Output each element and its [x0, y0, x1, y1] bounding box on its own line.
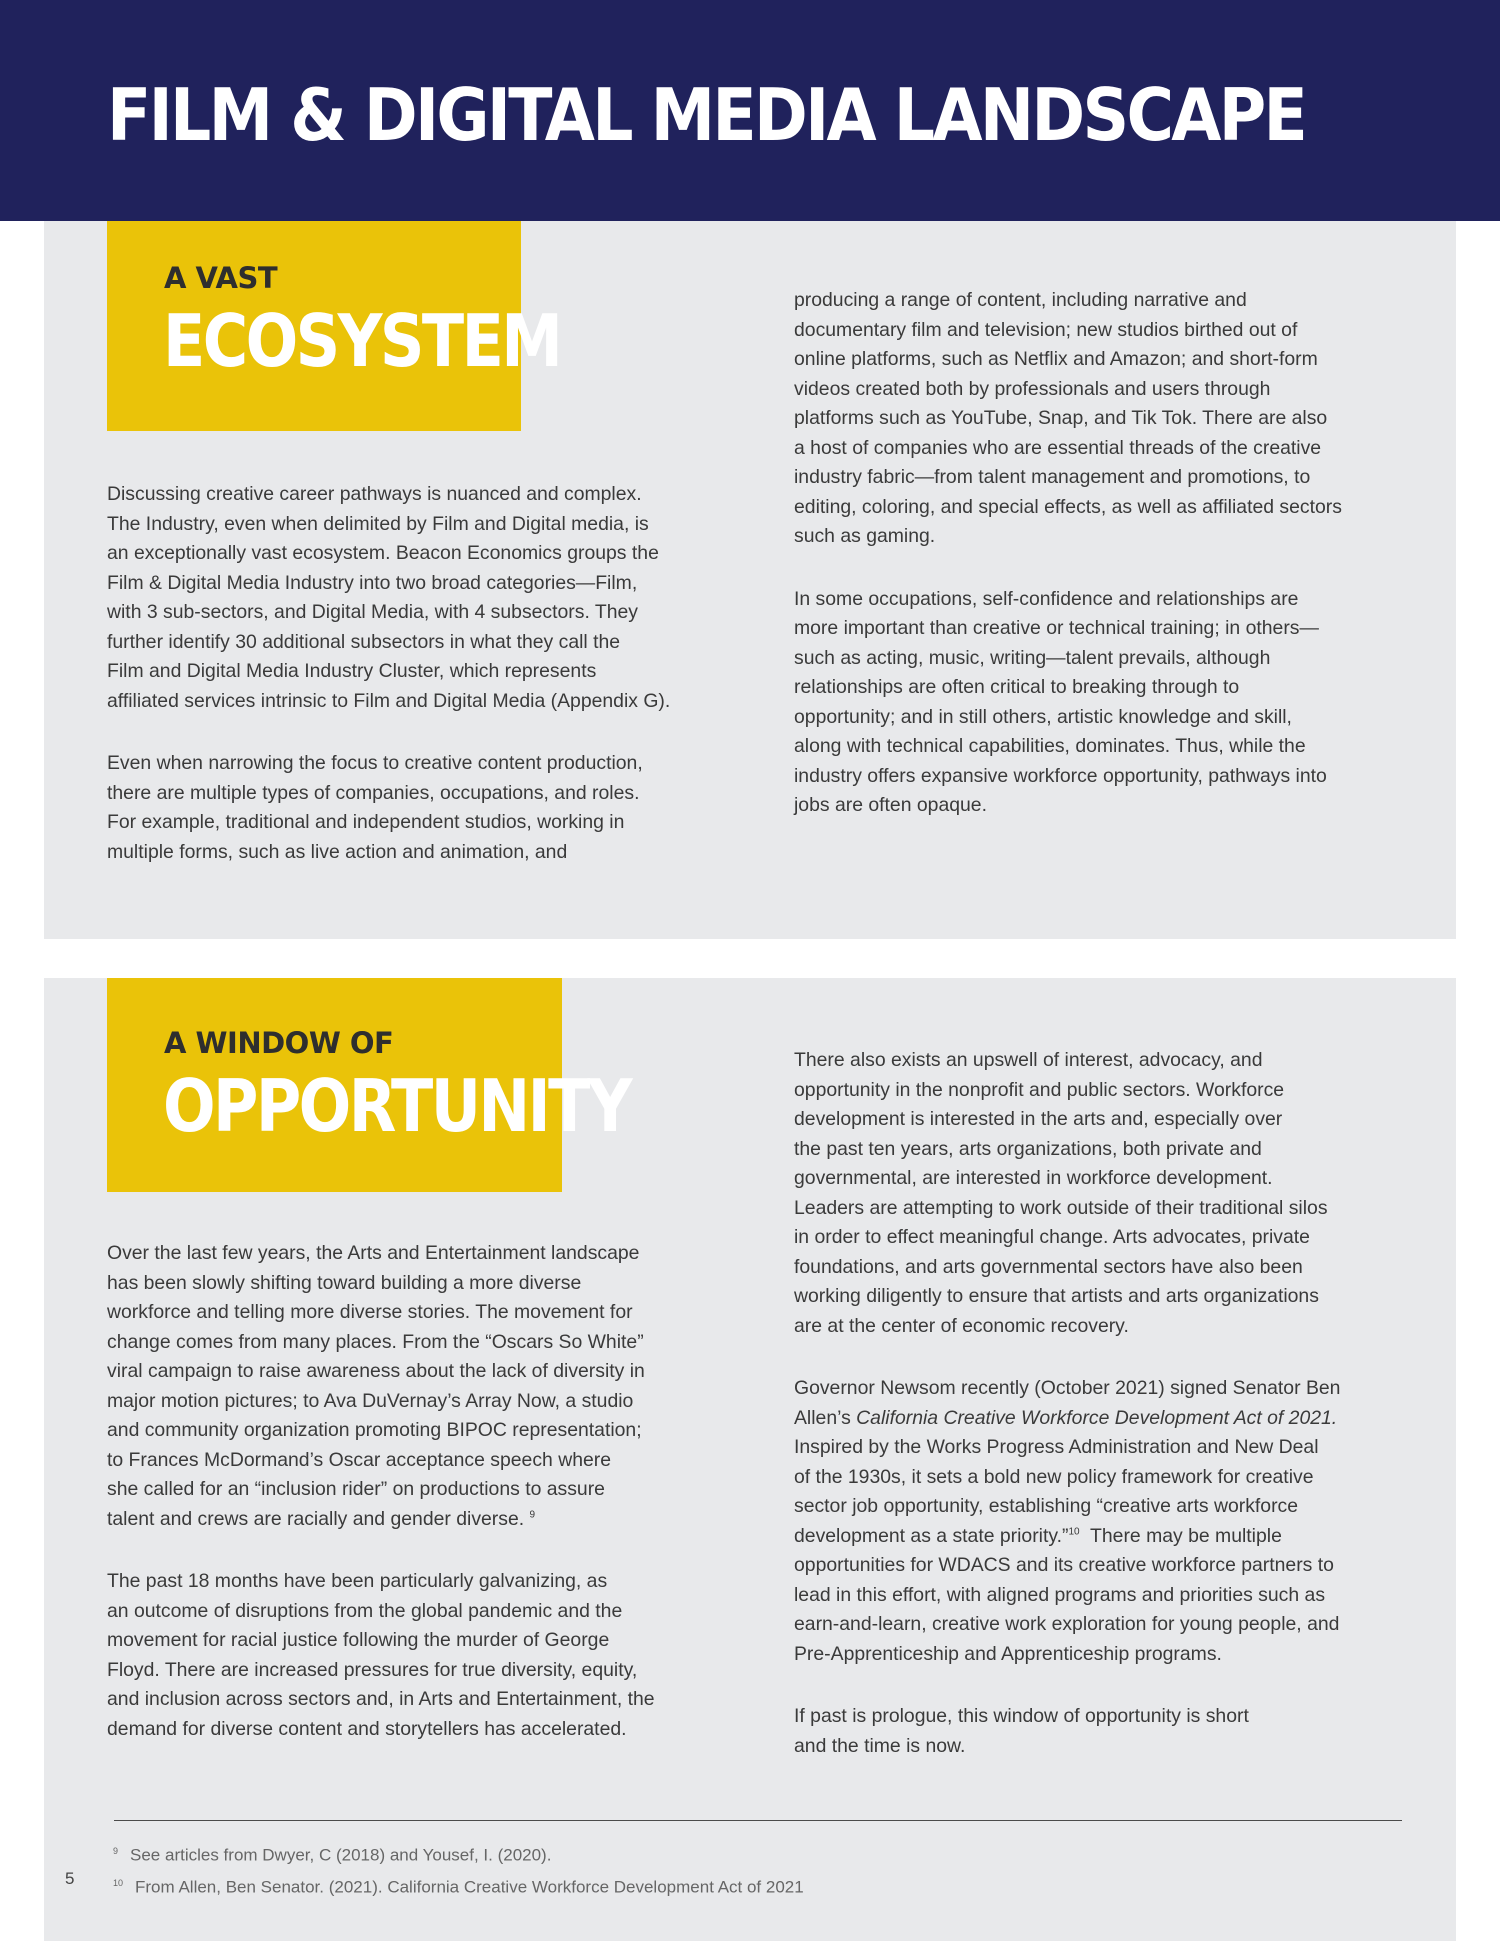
text-line: Governor Newsom recently (October 2021) signed Senator Ben	[794, 1377, 1341, 1399]
text-line: industry offers expansive workforce opportunity, pathways into	[794, 764, 1327, 787]
text-line: more important than creative or technical training; in others—	[794, 617, 1319, 639]
opportunity-paragraph-5	[794, 1702, 1340, 1761]
text-segment: talent and crews are racially and gender diverse.	[107, 1507, 530, 1530]
text-line: If past is prologue, this window of opportunity is short	[794, 1705, 1249, 1727]
text-line: affiliated services intrinsic to Film and Digital Media (Appendix G).	[107, 689, 671, 712]
text-line: Pre-Apprenticeship and Apprenticeship programs.	[794, 1642, 1222, 1665]
text-line: relationships are often critical to breaking through to	[794, 676, 1240, 698]
text-segment: development as a state priority.”	[794, 1524, 1069, 1547]
text-line: industry fabric—from talent management and promotions, to	[794, 466, 1311, 488]
ecosystem-right-column	[794, 286, 1342, 854]
text-line: opportunity; and in still others, artistic knowledge and skill,	[794, 705, 1292, 728]
ecosystem-paragraph-2	[107, 749, 670, 867]
text-line: earn-and-learn, creative work exploration for young people, and	[794, 1613, 1340, 1635]
text-line: sector job opportunity, establishing “creative arts workforce	[794, 1495, 1299, 1517]
footnote-number: 9	[113, 1846, 119, 1856]
text-line: The past 18 months have been particularly galvanizing, as	[107, 1570, 608, 1592]
footnote-10	[113, 1872, 804, 1899]
footnote-text: See articles from Dwyer, C (2018) and Yousef, I. (2020).	[130, 1845, 552, 1865]
text-line: Film and Digital Media Industry Cluster, which represents	[107, 660, 597, 682]
text-line	[107, 1505, 655, 1535]
text-line: are at the center of economic recovery.	[794, 1314, 1129, 1337]
opportunity-heading: OPPORTUNITY	[163, 1064, 631, 1148]
text-segment: Allen’s	[794, 1406, 857, 1429]
text-line: opportunity in the nonprofit and public sectors. Workforce	[794, 1078, 1285, 1101]
text-line: documentary film and television; new studios birthed out of	[794, 318, 1298, 341]
text-line: further identify 30 additional subsectors in what they call the	[107, 630, 621, 653]
text-line: she called for an “inclusion rider” on productions to assure	[107, 1478, 605, 1500]
page-header	[0, 0, 1500, 221]
text-line: Inspired by the Works Progress Administration and New Deal	[794, 1436, 1319, 1458]
text-line: Even when narrowing the focus to creative content production,	[107, 752, 643, 774]
text-line	[794, 1522, 1340, 1552]
text-line: major motion pictures; to Ava DuVernay’s Array Now, a studio	[107, 1389, 634, 1412]
page-number: 5	[65, 1869, 75, 1888]
text-line: demand for diverse content and storytellers has accelerated.	[107, 1717, 627, 1740]
ecosystem-left-column	[107, 480, 670, 900]
text-line: governmental, are interested in workforce development.	[794, 1167, 1273, 1189]
text-line: and the time is now.	[794, 1734, 966, 1757]
footnote-9	[113, 1840, 551, 1867]
ecosystem-paragraph-4	[794, 585, 1342, 821]
opportunity-paragraph-2	[107, 1567, 655, 1744]
text-line: there are multiple types of companies, occupations, and roles.	[107, 781, 640, 804]
opportunity-paragraph-4	[794, 1374, 1340, 1669]
text-line: viral campaign to raise awareness about the lack of diversity in	[107, 1360, 645, 1382]
text-line: opportunities for WDACS and its creative workforce partners to	[794, 1554, 1334, 1576]
text-line: and inclusion across sectors and, in Arts and Entertainment, the	[107, 1688, 655, 1710]
text-line: with 3 sub-sectors, and Digital Media, with 4 subsectors. They	[107, 601, 638, 623]
text-line: Floyd. There are increased pressures for true diversity, equity,	[107, 1658, 638, 1681]
text-line: development is interested in the arts and, especially over	[794, 1108, 1283, 1130]
act-title: California Creative Workforce Development Act of 2021.	[856, 1406, 1338, 1429]
text-line: such as gaming.	[794, 525, 936, 547]
ecosystem-kicker: A VAST	[164, 261, 278, 295]
text-line: For example, traditional and independent studios, working in	[107, 811, 625, 833]
text-line: in order to effect meaningful change. Arts advocates, private	[794, 1226, 1310, 1248]
text-line: videos created both by professionals and users through	[794, 377, 1271, 400]
text-line: Leaders are attempting to work outside of their traditional silos	[794, 1196, 1328, 1219]
text-line: the past ten years, arts organizations, both private and	[794, 1137, 1262, 1160]
footnote-divider	[114, 1820, 1402, 1821]
text-line: has been slowly shifting toward building a more diverse	[107, 1271, 582, 1294]
opportunity-right-column	[794, 1046, 1340, 1794]
text-line: jobs are often opaque.	[794, 794, 987, 816]
ecosystem-heading-block	[107, 221, 561, 431]
text-line: an outcome of disruptions from the global pandemic and the	[107, 1599, 623, 1622]
text-line: multiple forms, such as live action and animation, and	[107, 840, 568, 863]
text-line: Over the last few years, the Arts and Entertainment landscape	[107, 1242, 640, 1264]
text-line: change comes from many places. From the “Oscars So White”	[107, 1330, 644, 1353]
page-title: FILM & DIGITAL MEDIA LANDSCAPE	[107, 73, 1306, 157]
text-line: In some occupations, self-confidence and relationships are	[794, 587, 1299, 610]
text-line: The Industry, even when delimited by Film and Digital media, is	[107, 512, 649, 535]
text-line: editing, coloring, and special effects, as well as affiliated sectors	[794, 495, 1342, 518]
text-line: an exceptionally vast ecosystem. Beacon Economics groups the	[107, 542, 659, 564]
text-segment: There may be multiple	[1079, 1524, 1282, 1547]
footnote-text: From Allen, Ben Senator. (2021). California Creative Workforce Development Act of 2021	[135, 1877, 804, 1897]
text-line: foundations, and arts governmental sectors have also been	[794, 1255, 1303, 1278]
text-line: lead in this effort, with aligned programs and priorities such as	[794, 1583, 1326, 1606]
text-line: movement for racial justice following the murder of George	[107, 1629, 610, 1651]
footnote-ref-9[interactable]: 9	[529, 1509, 536, 1521]
text-line: working diligently to ensure that artists and arts organizations	[794, 1285, 1319, 1307]
text-line: such as acting, music, writing—talent prevails, although	[794, 646, 1271, 669]
text-line: Discussing creative career pathways is nuanced and complex.	[107, 483, 642, 505]
opportunity-paragraph-1	[107, 1239, 655, 1534]
ecosystem-paragraph-1	[107, 480, 670, 716]
opportunity-paragraph-3	[794, 1046, 1340, 1341]
footnote-ref-10[interactable]: 10	[1068, 1526, 1080, 1538]
text-line: platforms such as YouTube, Snap, and Tik Tok. There are also	[794, 407, 1328, 429]
text-line: Film & Digital Media Industry into two broad categories—Film,	[107, 571, 638, 594]
text-line: a host of companies who are essential threads of the creative	[794, 436, 1322, 459]
text-line: online platforms, such as Netflix and Amazon; and short-form	[794, 348, 1318, 370]
text-line: There also exists an upswell of interest, advocacy, and	[794, 1049, 1263, 1071]
text-line	[794, 1404, 1340, 1434]
opportunity-left-column	[107, 1239, 655, 1777]
opportunity-heading-block	[107, 978, 631, 1192]
text-line: and community organization promoting BIPOC representation;	[107, 1419, 642, 1441]
text-line: workforce and telling more diverse stories. The movement for	[107, 1301, 633, 1323]
footnote-number: 10	[113, 1878, 124, 1888]
text-line: to Frances McDormand’s Oscar acceptance speech where	[107, 1448, 612, 1471]
ecosystem-heading: ECOSYSTEM	[163, 299, 561, 383]
text-line: along with technical capabilities, dominates. Thus, while the	[794, 735, 1306, 757]
opportunity-kicker: A WINDOW OF	[164, 1026, 394, 1060]
text-line: producing a range of content, including narrative and	[794, 289, 1247, 311]
ecosystem-paragraph-3	[794, 286, 1342, 552]
text-line: of the 1930s, it sets a bold new policy framework for creative	[794, 1465, 1314, 1488]
